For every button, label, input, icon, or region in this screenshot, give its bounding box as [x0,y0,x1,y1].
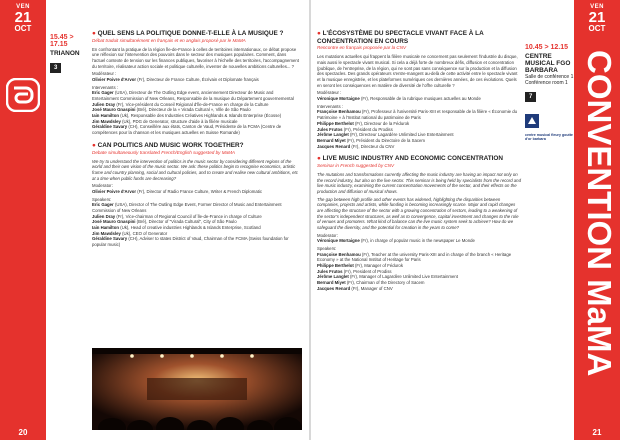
speaker-entry: Géraldine Savary (CH), Adviser to states District of Vaud, Chairman of the FCMA (Swiss foundation for popular music) [92,236,289,247]
speaker-entry: Jules Frutos (Fr), President of Prodiss [317,268,392,274]
speaker-entry: Jérôme Langlet (Fr), Manager of Lagardère Unlimited Live Entertainment [317,274,458,280]
moderator-label: Modérateur : [317,90,342,96]
speaker-entry: Iain Hamilton (Uk), Responsable des Industries Créatives Highlands & Islands Enterprise (Écosse) [92,113,282,119]
session-number-badge: 7 [525,92,536,102]
left-content [92,30,300,254]
speaker-entry: Julien Dray (Fr), Vice-président du Conseil Régional d'Île-de-France en charge de la Culture [92,101,269,107]
speaker-entry: Philippe Berthelot (Fr), Manager of Fédurok [317,263,403,269]
right-date [574,4,620,33]
moderator-label: Moderator: [92,183,113,189]
moderator-entry: Olivier Poivre d'Arvor (Fr), Director of Radio France Culture, Writer & French Diplomatic [92,188,263,194]
left-page [0,0,309,440]
session-description: En confrontant la pratique de la région Île-de-France à celles de territoires internationaux, ce débat propose une réflexion sur l'intervention des pouvoirs dans le secteur des musiques populaires. Comment, dans l'actuel contexte de tension sur les finances publiques, favoriser à l'échelle des territoires, l'accompagnement du territoire, réalisateur action sociale et politique culturelle, inventer de nouvelles ambitions culturelles... ? [92,46,299,69]
moderator-label: Moderator: [317,232,338,238]
session-room: TRIANON [50,50,80,57]
speakers-label: Intervenants : [92,84,119,90]
moderator-entry: Olivier Poivre d'Arvor (Fr), Directeur de France Culture, Écrivain et Diplomate français [92,77,259,83]
page-number: 21 [592,428,602,437]
speaker-entry: Julien Dray (Fr), Vice-chairman of Regional Council of Île-de-France in charge of Culture [92,213,262,219]
session-subtitle: Rencontre en français proposée par la CNV [317,45,407,51]
speaker-entry: Iain Hamilton (Uk), Head of creative industries Highlands & Islands Enterprise, Scotland [92,224,261,230]
session-number-badge: 3 [50,63,61,73]
right-timebox [525,44,575,102]
session-description: The mutations and transformations currently affecting the music industry are having an impact not only on the record industry, but also on the live sector. This seminar is being held by specialists from the record and live music industry, examining the current concentration movements of the sector, and their effects on the production and diffusion of musical shows. [317,171,521,194]
session-room: CENTRE MUSICAL FGO BARBARA [525,53,571,74]
speaker-entry: Jérôme Langlet (Fr), Directeur Lagardère Unlimited Live Entertainment [317,132,454,138]
session-room-detail: Salle de conférence 1 [525,74,574,80]
speakers-label: Speakers: [92,196,112,202]
speakers-label: Intervenants : [317,103,344,109]
date-day: VEN [16,4,30,10]
speaker-entry: Eric Gager (USA), Directeur de The Outling Edge event, anciennement Directeur de Music and Entertainment Commission of New Orleans, Responsable de la musique du Département gouvernemental [92,90,294,102]
session-description: We try to understand the intervention of politics in the music sector by considering different regions of the world and their own vision of the music sector. We ask: these politics begin to recognise economics, artistic frame and country planning, social and cultural policies, and to create and realise new cultural ambitions, etc at a time when public funds are decreasing? [92,158,298,181]
session-title: ● CAN POLITICS AND MUSIC WORK TOGETHER? [92,141,244,149]
session-subtitle: Débat traduit simultanément en français et en anglais proposé par le MaMA [92,37,246,43]
session-subtitle: Debate simultaneously translated French/English suggested by MaMA [92,149,235,155]
session-title: ● L'ÉCOSYSTÈME DU SPECTACLE VIVANT FACE À LA CONCENTRATION EN COURS [317,30,484,45]
speakers-label: Speakers: [317,246,337,251]
concert-photo [92,348,302,430]
speaker-entry: Eric Gager (USA), Director of The Outling Edge Event, Former Director of Music and Entertainment Commission of New Orleans [92,202,282,213]
moderator-entry: Véronique Mortaigne (Fr), Responsable de la rubrique musiques actuelles au Monde [317,96,481,102]
venue-logo-icon [525,114,539,128]
page-number: 20 [18,428,28,437]
session-description: The gap between high profile and other events has widened, highlighting the disparities between companies, projects and artists, while funding is becoming increasingly scarce. Major and rapid changes are affecting the structure of the sector with a growing concentration of sectors, leading to a weakening of the sector's independent structures, as well as to convergence, capital investment and changes to the role of venues and promoters. What kind of balance can the live music system seek to achieve? How do we safeguard the diversity, and the potential for creation in the years to come? [317,196,519,230]
session-title: ● LIVE MUSIC INDUSTRY AND ECONOMIC CONCENTRATION [317,155,503,163]
date-day: VEN [590,4,604,10]
right-vertical-title: CONVENTION MaMA [581,50,618,377]
speaker-entry: Philippe Berthelot (Fr), Directeur de la Fédurok [317,120,410,126]
moderator-entry: Véronique Mortaigne (Fr), in charge of popular music in the newspaper Le Monde [317,238,475,244]
speaker-entry: José Mauro Gnaspini (Bré), Director of "Virada Cultural", City of São Paulo [92,219,237,225]
speaker-entry: Françoise Benhamou (Fr), Professeur à l'université Paris-XIII et responsable de la filière « Économie du Patrimoine » à l'Institut national du patrimoine de Paris [317,109,518,121]
session-description: Les mutations actuelles qui frappent la filière musicale ne concernent pas seulement l'industrie du disque, mais aussi le spectacle vivant musical. Si cela a déjà forte de nombreux défis, diffusion et concentration (publique, de l'entreprise, de la région, qui ne sont pas sans conséquence sur la production et la diffusion des spectacles. Des grands opérateurs s'entre-mangent au-delà de cette activité entre le spectacle vivant et la musique enregistrée, et les plateformes numériques ces dernières années, de ces évolutions. Quels en seront les conséquences en matière de diversité de l'offre culturelle ? [317,54,518,88]
session-subtitle: Seminar in French suggested by CNV [317,162,395,168]
speaker-entry: Françoise Benhamou (Fr), Teacher at the university Paris-XIII and in charge of the branch « Heritage Economy » at the National Institut of Heritage for Paris [317,251,512,263]
speaker-entry: Bernard Miyet (Fr), Chairman of the Directory of Sacem [317,280,425,286]
concert-stage-image [92,348,302,430]
speaker-entry: José Mauro Gnaspini (Bré), Directeur de la « Virada Cultural », Ville de São Paulo [92,107,251,113]
session-fr [317,30,521,149]
session-en [317,155,521,291]
session-time: 15.45 > 17.15 [50,34,74,48]
date-month: OCT [14,24,32,33]
speaker-entry: Jim Mawdsley (Uk), PDG de Generator, structure d'aide à la filière musicale [92,118,238,124]
session-time: 10.45 > 12.15 [525,44,569,51]
right-content [317,30,521,297]
speaker-entry: Géraldine Savary (CH), Conseillère aux états, Canton de Vaud, Présidente de la FCMA (Centre de compétences pour la chanson et les musiques actuelles en Suisse Romande) [92,124,282,136]
date-number: 21 [14,9,32,26]
speaker-entry: Jacques Renard (Fr), Manager of CNV [317,285,393,291]
left-vertical-title: CONVENTION MaMA [40,103,77,430]
session-fr [92,30,300,136]
session-room-detail-en: Conférence room 1 [525,80,568,86]
right-page [311,0,620,440]
left-date [0,4,46,33]
session-title: ● QUEL SENS LA POLITIQUE DONNE-T-ELLE À LA MUSIQUE ? [92,30,284,37]
session-en [92,142,300,248]
venue-logo-text: centre musical fleury goutte d'or barbara [525,133,573,142]
speaker-entry: Jules Frutos (Fr), Président du Prodiss [317,126,393,132]
left-timebox [50,34,92,73]
moderator-label: Modérateur : [92,71,117,77]
right-red-strip [574,0,620,440]
speaker-entry: Jim Mawdsley (Uk), CEO of Generator [92,230,168,236]
venue-logo [525,114,575,142]
date-number: 21 [588,9,606,26]
speaker-entry: Jacques Renard (Fr), Directeur du CNV [317,143,395,149]
speaker-entry: Bernard Miyet (Fr), Président du Directoire de la Sacem [317,137,425,143]
date-month: OCT [588,24,606,33]
